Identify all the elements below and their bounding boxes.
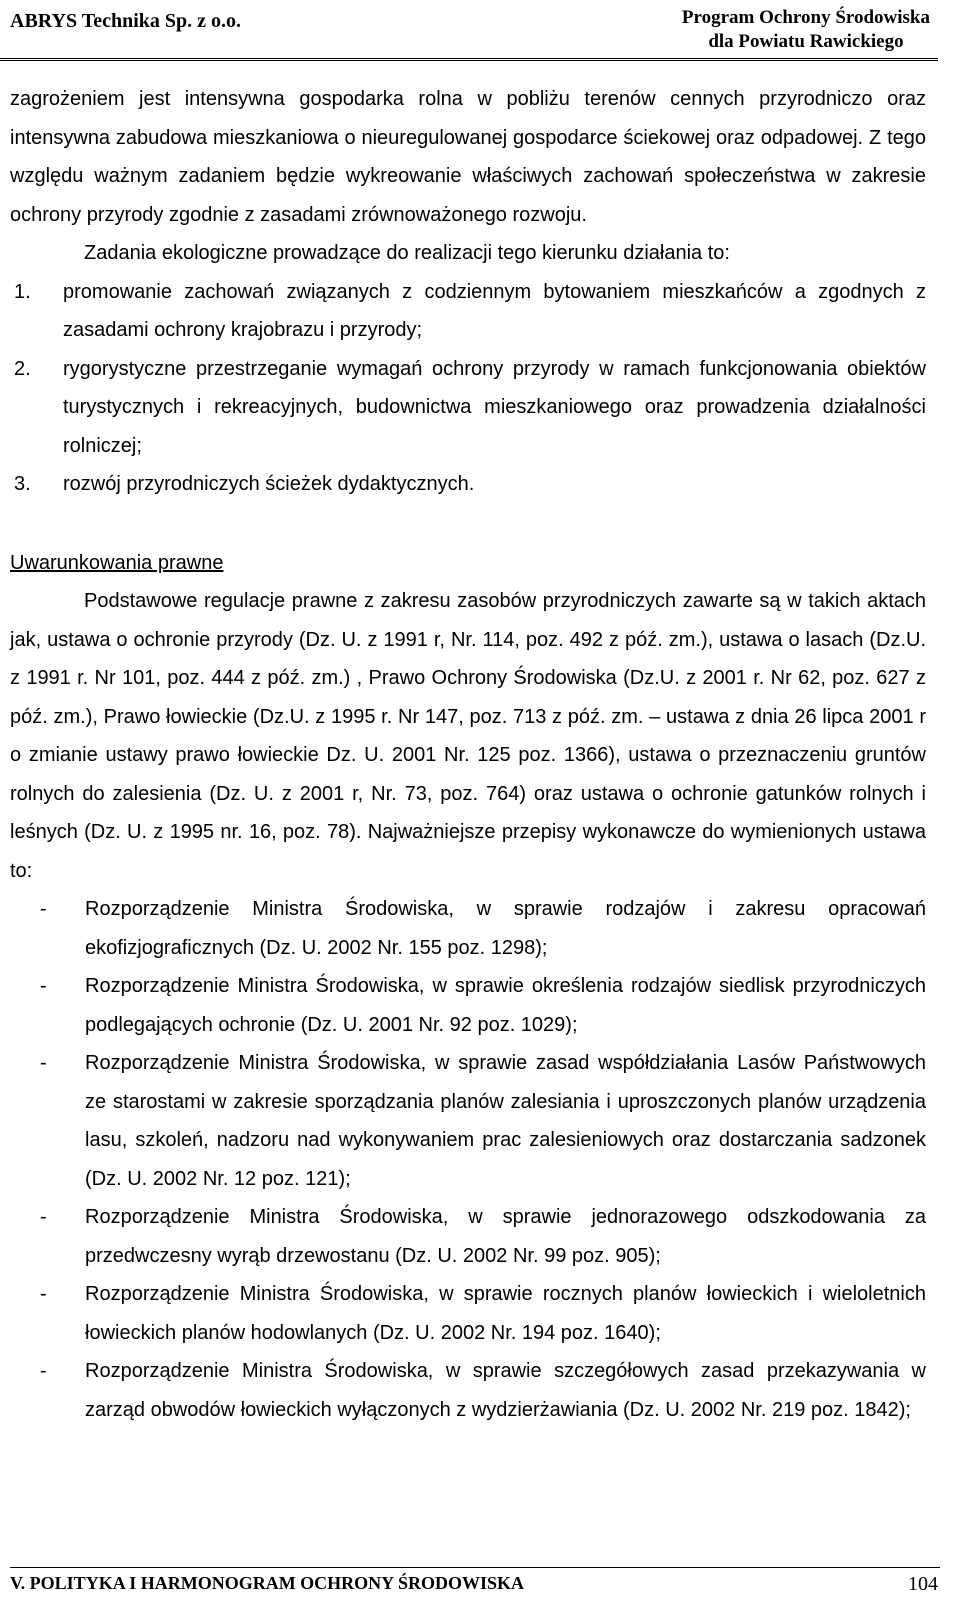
program-title-line-2: dla Powiatu Rawickiego	[708, 31, 904, 52]
list-item	[10, 350, 926, 466]
footer-divider	[10, 1567, 940, 1568]
list-number: 2.	[14, 357, 31, 380]
list-item	[10, 890, 926, 967]
section-spacer	[10, 504, 926, 544]
list-item	[10, 967, 926, 1044]
list-item	[10, 1352, 926, 1429]
list-dash: -	[40, 1052, 47, 1074]
list-number: 3.	[14, 473, 31, 495]
list-dash: -	[40, 898, 47, 920]
header-divider	[0, 58, 938, 61]
tasks-heading: Zadania ekologiczne prowadzące do realizacji tego kierunku działania to:	[84, 242, 730, 264]
intro-paragraph: zagrożeniem jest intensywna gospodarka rolna w pobliżu terenów cennych przyrodniczo oraz intensywna zabudowa mieszkaniowa o nieuregulowanej gospodarce ściekowej oraz odpadowej. Z tego względu ważnym zadaniem będzie wykreowanie właściwych zachowań społeczeństwa w zakresie ochrony przyrody zgodnie z zasadami zrównoważonego rozwoju.	[10, 88, 926, 226]
tasks-list	[10, 273, 926, 504]
list-item-text: rygorystyczne przestrzeganie wymagań ochrony przyrody w ramach funkcjonowania obiektów turystycznych i rekreacyjnych, budownictwa mieszkaniowego oraz prowadzenia działalności rolniczej;	[63, 357, 926, 457]
list-item	[10, 273, 926, 350]
list-dash: -	[40, 1283, 47, 1305]
list-item-text: Rozporządzenie Ministra Środowiska, w sprawie rodzajów i zakresu opracowań ekofizjograficznych (Dz. U. 2002 Nr. 155 poz. 1298);	[85, 898, 926, 959]
regulations-list	[10, 890, 926, 1429]
list-item	[10, 1044, 926, 1198]
list-item-text: promowanie zachowań związanych z codziennym bytowaniem mieszkańców a zgodnych z zasadami ochrony krajobrazu i przyrody;	[63, 280, 926, 341]
list-dash: -	[40, 975, 47, 997]
list-item	[10, 1275, 926, 1352]
company-name: ABRYS Technika Sp. z o.o.	[10, 10, 242, 32]
list-item	[10, 465, 926, 504]
program-title	[682, 6, 930, 54]
list-item-text: Rozporządzenie Ministra Środowiska, w sprawie określenia rodzajów siedlisk przyrodniczych podlegających ochronie (Dz. U. 2001 Nr. 92 poz. 1029);	[85, 975, 926, 1036]
page-header	[10, 4, 930, 56]
chapter-title: V. POLITYKA I HARMONOGRAM OCHRONY ŚRODOWISKA	[10, 1573, 525, 1593]
page-number: 104	[908, 1573, 938, 1595]
program-title-line-1: Program Ochrony Środowiska	[681, 7, 930, 28]
section-heading: Uwarunkowania prawne	[10, 551, 224, 574]
list-dash: -	[40, 1206, 47, 1228]
legal-paragraph: Podstawowe regulacje prawne z zakresu zasobów przyrodniczych zawarte są w takich aktach jak, ustawa o ochronie przyrody (Dz. U. z 1991 r, Nr. 114, poz. 492 z póź. zm.), ustawa o lasach (Dz.U. z 1991 r. Nr 101, poz. 444 z póź. zm.) , Prawo Ochrony Środowiska (Dz.U. z 2001 r. Nr 62, poz. 627 z póź. zm.), Prawo łowieckie (Dz.U. z 1995 r. Nr 147, poz. 713 z póź. zm. – ustawa z dnia 26 lipca 2001 r o zmianie ustawy prawo łowieckie Dz. U. 2001 Nr. 125 poz. 1366), ustawa o przeznaczeniu gruntów rolnych do zalesienia (Dz. U. z 2001 r, Nr. 73, poz. 764) oraz ustawa o ochronie gatunków rolnych i leśnych (Dz. U. z 1995 nr. 16, poz. 78). Najważniejsze przepisy wykonawcze do wymienionych ustawa to:	[10, 590, 926, 882]
list-item-text: Rozporządzenie Ministra Środowiska, w sprawie szczegółowych zasad przekazywania w zarząd obwodów łowieckich wyłączonych z wydzierżawiania (Dz. U. 2002 Nr. 219 poz. 1842);	[85, 1360, 926, 1421]
list-number: 1.	[14, 280, 31, 303]
list-item-text: Rozporządzenie Ministra Środowiska, w sprawie rocznych planów łowieckich i wieloletnich łowieckich planów hodowlanych (Dz. U. 2002 Nr. 194 poz. 1640);	[85, 1283, 926, 1344]
list-item-text: rozwój przyrodniczych ścieżek dydaktycznych.	[63, 473, 475, 495]
document-body	[10, 80, 926, 1429]
list-dash: -	[40, 1360, 47, 1382]
list-item	[10, 1198, 926, 1275]
list-item-text: Rozporządzenie Ministra Środowiska, w sprawie zasad współdziałania Lasów Państwowych ze starostami w zakresie sporządzania planów zalesiania i uproszczonych planów urządzenia lasu, szkoleń, nadzoru nad wykonywaniem prac zalesieniowych oraz dostarczania sadzonek (Dz. U. 2002 Nr. 12 poz. 121);	[85, 1052, 926, 1190]
list-item-text: Rozporządzenie Ministra Środowiska, w sprawie jednorazowego odszkodowania za przedwczesny wyrąb drzewostanu (Dz. U. 2002 Nr. 99 poz. 905);	[85, 1206, 926, 1267]
